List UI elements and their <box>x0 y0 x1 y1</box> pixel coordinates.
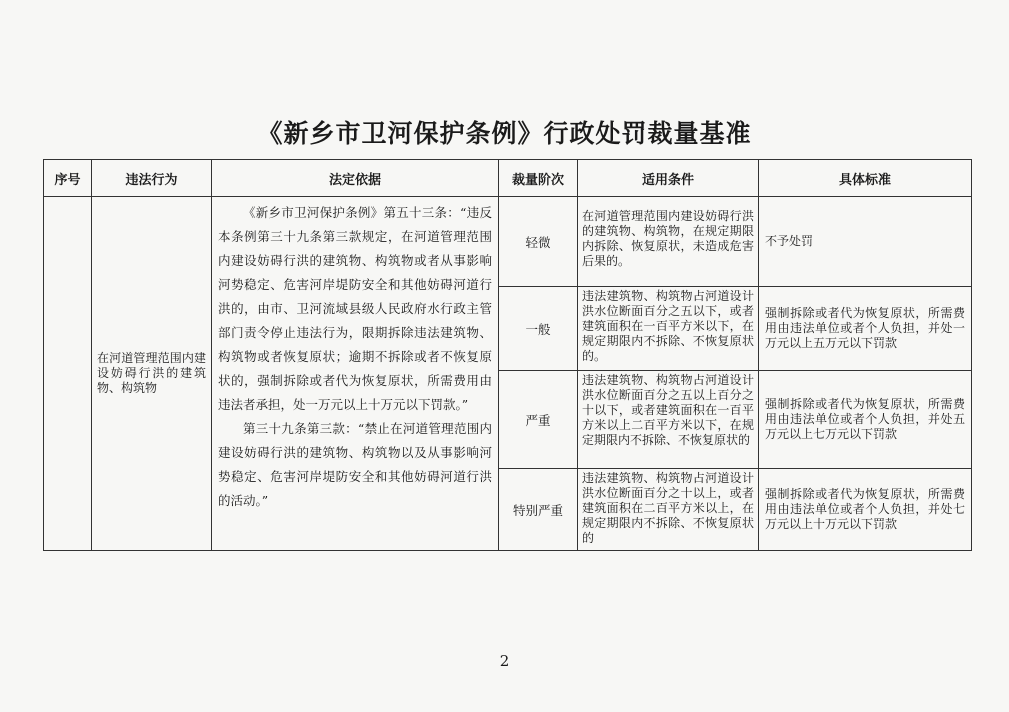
standard-cell-very-serious: 强制拆除或者代为恢复原状，所需费用由违法单位或者个人负担，并处七万元以上十万元以下罚款 <box>759 469 972 551</box>
penalty-standard-table <box>43 159 972 551</box>
row-number-cell <box>44 197 92 551</box>
page-title: 《新乡市卫河保护条例》行政处罚裁量基准 <box>257 119 752 148</box>
legal-basis-paragraph-2: 第三十九条第三款：“禁止在河道管理范围内建设妨碍行洪的建筑物、构筑物以及从事影响河势稳定、危害河岸堤防安全和其他妨碍河道行洪的活动。” <box>218 421 492 508</box>
standard-cell-serious: 强制拆除或者代为恢复原状，所需费用由违法单位或者个人负担，并处五万元以上七万元以下罚款 <box>759 371 972 469</box>
header-basis: 法定依据 <box>212 160 499 197</box>
level-cell-general: 一般 <box>499 287 578 371</box>
legal-basis-paragraph-1: 《新乡市卫河保护条例》第五十三条：“违反本条例第三十九条第三款规定，在河道管理范围内建设妨碍行洪的建筑物、构筑物或者从事影响河势稳定、危害河岸堤防安全和其他妨碍河道行洪的，由市、卫河流域县级人民政府水行政主管部门责令停止违法行为，限期拆除违法建筑物、构筑物或者恢复原状；逾期不拆除或者不恢复原状的，强制拆除或者代为恢复原状，所需费用由违法者承担，处一万元以上十万元以下罚款。” <box>218 205 492 412</box>
condition-cell-general: 违法建筑物、构筑物占河道设计洪水位断面百分之五以下，或者建筑面积在一百平方米以下，在规定期限内不拆除、不恢复原状的。 <box>578 287 759 371</box>
standard-cell-general: 强制拆除或者代为恢复原状，所需费用由违法单位或者个人负担，并处一万元以上五万元以下罚款 <box>759 287 972 371</box>
condition-cell-very-serious: 违法建筑物、构筑物占河道设计洪水位断面百分之十以上，或者建筑面积在二百平方米以上，在规定期限内不拆除、不恢复原状的 <box>578 469 759 551</box>
condition-cell-serious: 违法建筑物、构筑物占河道设计洪水位断面百分之五以上百分之十以下，或者建筑面积在一百平方米以上二百平方米以下，在规定期限内不拆除、不恢复原状的 <box>578 371 759 469</box>
level-cell-very-serious: 特别严重 <box>499 469 578 551</box>
header-condition: 适用条件 <box>578 160 759 197</box>
legal-basis-cell <box>212 197 499 551</box>
table-header-row <box>44 160 972 197</box>
header-level: 裁量阶次 <box>499 160 578 197</box>
violation-cell: 在河道管理范围内建设妨碍行洪的建筑物、构筑物 <box>92 197 212 551</box>
header-violation: 违法行为 <box>92 160 212 197</box>
table-row <box>44 197 972 287</box>
header-no: 序号 <box>44 160 92 197</box>
standard-cell-minor: 不予处罚 <box>759 197 972 287</box>
header-standard: 具体标准 <box>759 160 972 197</box>
level-cell-serious: 严重 <box>499 371 578 469</box>
page-number: 2 <box>499 652 510 670</box>
condition-cell-minor: 在河道管理范围内建设妨碍行洪的建筑物、构筑物，在规定期限内拆除、恢复原状，未造成危害后果的。 <box>578 197 759 287</box>
level-cell-minor: 轻微 <box>499 197 578 287</box>
